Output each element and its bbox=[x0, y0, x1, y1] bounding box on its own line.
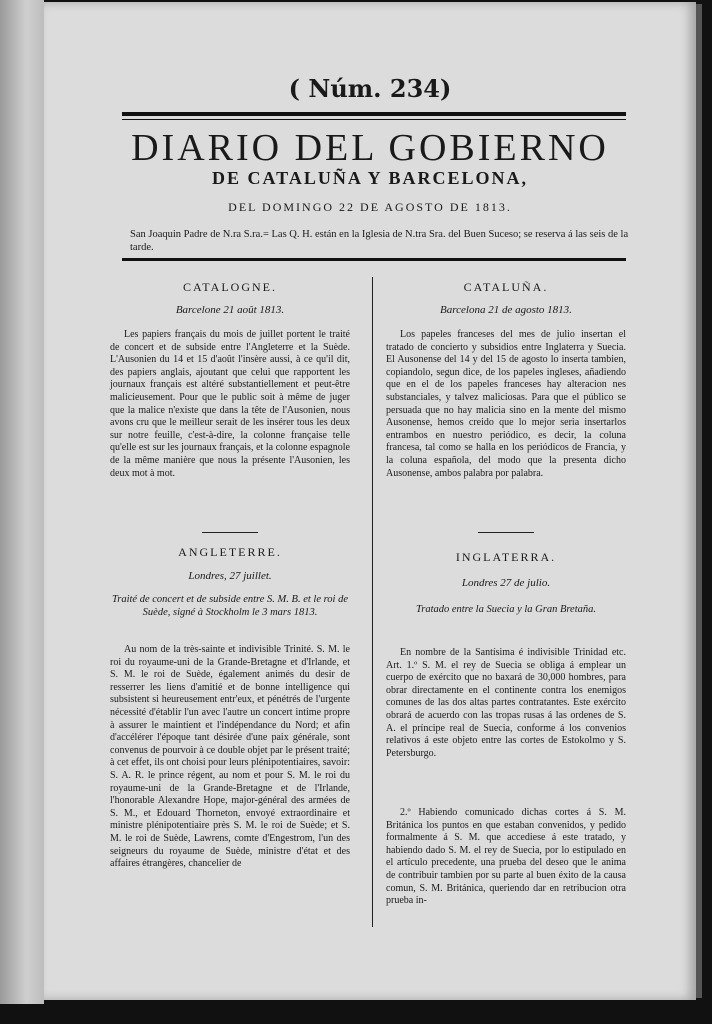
treaty-title: Tratado entre la Suecia y la Gran Bretaña. bbox=[415, 604, 597, 615]
issue-number: ( Núm. 234) bbox=[288, 74, 452, 103]
masthead-rule-top bbox=[122, 112, 626, 116]
issue-date: DEL DOMINGO 22 DE AGOSTO DE 1813. bbox=[228, 200, 512, 214]
section-heading: INGLATERRA. bbox=[455, 550, 557, 564]
facing-page-edge bbox=[0, 0, 44, 1004]
page-edge-shadow bbox=[696, 4, 702, 998]
newspaper-subtitle: DE CATALUÑA Y BARCELONA, bbox=[211, 168, 529, 188]
dateline: Londres 27 de julio. bbox=[461, 577, 551, 589]
section-heading: CATALUÑA. bbox=[463, 280, 549, 294]
article-body: Les papiers français du mois de juillet portent le traité de concert et de subside entre l'Angleterre et la Suède. L'Ausonien du 14 et 15 d'août l'insère aussi, à ce qu'il dit, des papiers anglais, ajoutant que celui que rapportent les journaux français est altéré substantiellement et peut-être malicieusement. Pour que le public soit à même de juger que la malice n'existe que dans la tête de l'Ausonien, nous avons cru que le meilleur serait de les insérer tous les deux sur notre feuille, c'est-à-dire, la colonne française telle qu'elle est sur les journaux français, et la colonne espagnole de la même manière que nous la présente l'Ausonien, les deux mot à mot. bbox=[110, 329, 350, 479]
masthead-rule-top-thin bbox=[122, 119, 626, 120]
newspaper-page bbox=[44, 2, 696, 1000]
section-divider bbox=[202, 532, 258, 533]
article-body: 2.º Habiendo comunicado dichas cortes á S. M. Británica los puntos en que estaban convenidos, y pedido formalmente á S. M. que accediese á este tratado, y habiendo dado S. M. el rey de Suecia, por lo estipulado en el artículo precedente, una prueba del deseo que le anima de contribuir tambien por su parte al buen éxito de la causa comun, S. M. Británica, queriendo dar en retribucion otra prueba in- bbox=[386, 807, 626, 907]
dateline: Barcelone 21 août 1813. bbox=[175, 304, 285, 316]
section-heading: ANGLETERRE. bbox=[178, 545, 282, 559]
article-body: Au nom de la très-sainte et indivisible Trinité. S. M. le roi du royaume-uni de la Grande-Bretagne et d'Irlande, et S. M. le roi de Suède, également animés du desir de resserrer les liens d'amitié et de bonne intelligence qui subsistent si heureusement entr'eux, et pénétrés de l'urgente nécessité d'établir l'un avec l'autre un concert intime propre à assurer le maintient et l'indépendance du Nord; et afin d'accélérer l'époque tant désirée d'une paix générale, sont convenus de pourvoir à ce double objet par le présent traité; à cet effet, ils ont choisi pour leurs plénipotentiaires, savoir: S. A. R. le prince régent, au nom et pour S. M. le roi du royaume-uni de la Grande-Bretagne et de l'Irlande, l'honorable Alexandre Hope, major-général des armées de S. M., et Edouard Thorneton, envoyé extraordinaire et ministre plénipotentiaire près S. M. le roi de Suède; et S. M. le roi de Suède, Lawrens, comte d'Engestrom, l'un des seigneurs du royaume de Suède, ministre d'état et des affaires étrangères, chancelier de bbox=[110, 644, 350, 870]
dateline: Barcelona 21 de agosto 1813. bbox=[440, 304, 572, 316]
masthead-rule-bottom bbox=[122, 258, 626, 261]
article-body: En nombre de la Santísima é indivisible Trinidad etc. Art. 1.º S. M. el rey de Suecia se obliga á emplear un cuerpo de exército que no baxará de 30,000 hombres, para obrar directamente en el continente contra los enemigos comunes de las dos altas partes contratantes. Este exército obrará de acuerdo con las tropas rusas á las ordenes de S. A. el príncipe real de Suecia, conforme á los convenios relativos á este objeto entre las cortes de Estokolmo y S. Petersburgo. bbox=[386, 647, 626, 759]
dateline: Londres, 27 juillet. bbox=[188, 570, 272, 582]
column-divider bbox=[372, 277, 373, 927]
section-heading: CATALOGNE. bbox=[182, 280, 278, 294]
article-body: Los papeles franceses del mes de julio insertan el tratado de concierto y subsidios entre Inglaterra y Suecia. El Ausonense del 14 y del 15 de agosto lo inserta tambien, copiandolo, segun dice, de los papeles ingleses, añadiendo que en el de los papeles franceses hay alteracion nes substanciales, y talvez maliciosas. Para que el público se persuada que no hay malicia sino en la mente del mismo Ausonense, hemos creido que lo mejor seria insertarlos entrambos en nuestro periódico, es decir, la coluna francesa, tal como se halla en los periódicos de Francia, y la coluna española, del modo que la presenta dicho Ausonense, ambos palabra por palabra. bbox=[386, 329, 626, 479]
section-divider bbox=[478, 532, 534, 533]
treaty-title: Traité de concert et de subside entre S. M. B. et le roi de Suède, signé à Stockholm le 3 mars 1813. bbox=[112, 594, 348, 618]
newspaper-title: DIARIO DEL GOBIERNO bbox=[131, 127, 609, 169]
church-notice: San Joaquin Padre de N.ra S.ra.= Las Q. H. están en la Iglesia de N.tra Sra. del Buen Suceso; se reserva á las seis de la tarde. bbox=[130, 229, 629, 253]
